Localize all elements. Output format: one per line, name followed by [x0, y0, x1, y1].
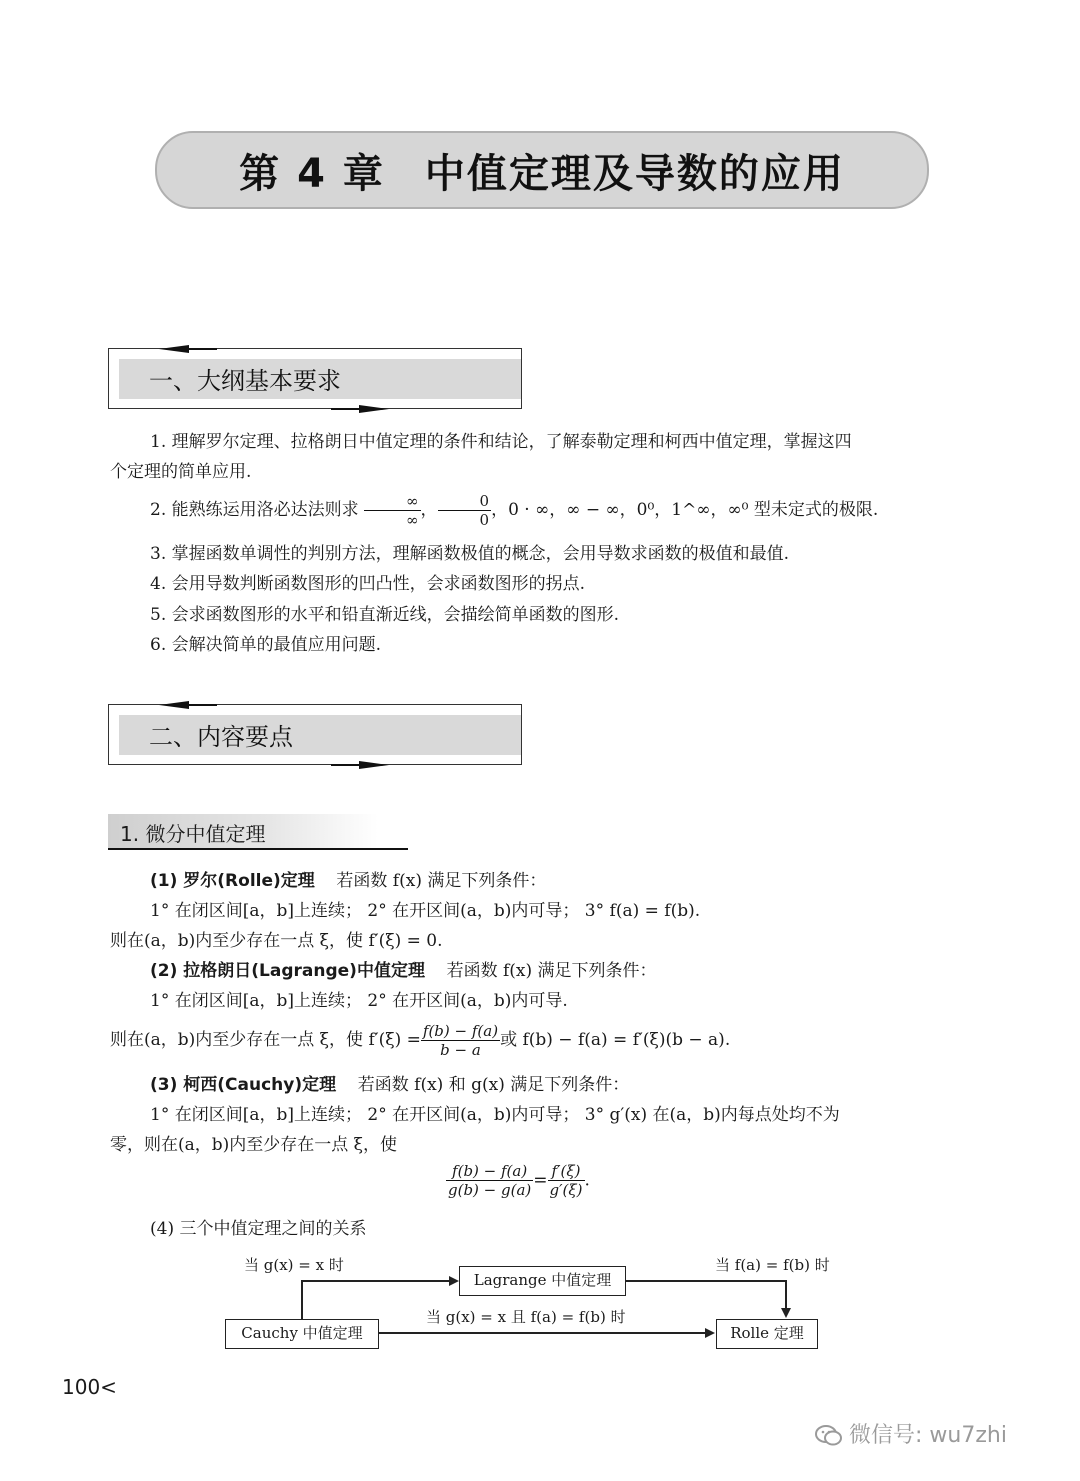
rolle-label: (1) 罗尔(Rolle)定理 [150, 871, 315, 891]
chapter-banner [155, 131, 929, 209]
rolle-box: Rolle 定理 [716, 1319, 818, 1349]
cond-left-label: 当 g(x) = x 时 [244, 1256, 344, 1274]
fraction-inf-inf [364, 492, 421, 529]
arrow-down-icon [781, 1308, 791, 1318]
frac-den: 0 [479, 511, 490, 529]
page-number: 100< [62, 1375, 117, 1399]
subheading [108, 814, 378, 848]
equals-sign: = [533, 1170, 548, 1191]
connector-line [301, 1280, 449, 1282]
arrow-line [187, 704, 217, 706]
lagrange-label: (2) 拉格朗日(Lagrange)中值定理 [150, 961, 425, 981]
cond-bottom-label: 当 g(x) = x 且 f(a) = f(b) 时 [426, 1308, 626, 1326]
section2-title: 二、内容要点 [149, 723, 293, 751]
lagrange-concl-post: 或 f(b) − f(a) = f′(ξ)(b − a). [500, 1030, 731, 1050]
cauchy-conditions-1: 1° 在闭区间[a，b]上连续； 2° 在开区间(a，b)内可导； 3° g′(x) 在(a，b)内每点处均不为 [150, 1105, 840, 1125]
rolle-statement [110, 866, 975, 896]
cauchy-fraction-right [548, 1162, 585, 1199]
frac-den: ∞ [406, 511, 419, 529]
section1-header [108, 348, 522, 409]
cauchy-statement [110, 1070, 975, 1100]
lagrange-fraction [421, 1022, 500, 1059]
arrow-right-icon [449, 1276, 459, 1286]
chapter-title [239, 142, 845, 199]
rolle-cond: 若函数 f(x) 满足下列条件： [336, 871, 547, 891]
frac-num: f(b) − f(a) [446, 1162, 533, 1181]
cauchy-label: (3) 柯西(Cauchy)定理 [150, 1075, 337, 1095]
wechat-icon [815, 1425, 843, 1447]
requirement-2-suffix: ，0 · ∞，∞ − ∞，0⁰，1^∞，∞⁰ 型未定式的极限. [491, 500, 879, 520]
frac-den: g′(ξ) [549, 1181, 583, 1199]
frac-num: f′(ξ) [548, 1162, 585, 1181]
connector-line [379, 1332, 705, 1334]
requirement-3: 3. 掌握函数单调性的判别方法，理解函数极值的概念，会用导数求函数的极值和最值. [150, 544, 790, 564]
arrow-line [187, 348, 217, 350]
requirement-1-line1: 1. 理解罗尔定理、拉格朗日中值定理的条件和结论，了解泰勒定理和柯西中值定理，掌握这四 [150, 432, 852, 452]
arrow-line [331, 764, 361, 766]
section1-title: 一、大纲基本要求 [149, 367, 341, 395]
cauchy-formula [446, 1162, 590, 1199]
arrow-left-icon [159, 701, 189, 709]
requirement-1 [110, 427, 975, 487]
arrow-right-icon [705, 1328, 715, 1338]
arrow-right-icon [359, 405, 389, 413]
watermark-text: 微信号: wu7zhi [849, 1423, 1007, 1448]
connector-line [626, 1280, 786, 1282]
lagrange-statement [110, 956, 975, 986]
arrow-left-icon [159, 345, 189, 353]
connector-line [785, 1280, 787, 1309]
cond-right-label: 当 f(a) = f(b) 时 [715, 1256, 830, 1274]
fraction-0-0 [438, 492, 492, 529]
arrow-line [331, 408, 361, 410]
rolle-conditions: 1° 在闭区间[a，b]上连续； 2° 在开区间(a，b)内可导； 3° f(a) = f(b). [150, 901, 701, 921]
cauchy-cond: 若函数 f(x) 和 g(x) 满足下列条件： [357, 1075, 630, 1095]
divider [109, 764, 521, 765]
requirement-6: 6. 会解决简单的最值应用问题. [150, 635, 382, 655]
period: . [584, 1170, 590, 1191]
frac-den: g(b) − g(a) [448, 1181, 532, 1199]
subheading-text: 1. 微分中值定理 [120, 822, 266, 846]
relation-label: (4) 三个中值定理之间的关系 [150, 1219, 367, 1239]
requirement-1-line2: 个定理的简单应用. [110, 462, 252, 482]
lagrange-conclusion [110, 1020, 975, 1060]
rolle-conclusion: 则在(a，b)内至少存在一点 ξ，使 f′(ξ) = 0. [110, 931, 443, 951]
subheading-underline [108, 848, 408, 850]
requirement-5: 5. 会求函数图形的水平和铅直渐近线，会描绘简单函数的图形. [150, 605, 620, 625]
chapter-name: 中值定理及导数的应用 [424, 150, 845, 197]
divider [109, 408, 521, 409]
frac-num: ∞ [364, 492, 421, 511]
lagrange-box: Lagrange 中值定理 [459, 1266, 626, 1296]
cauchy-fraction-left [446, 1162, 533, 1199]
cauchy-box: Cauchy 中值定理 [225, 1319, 379, 1349]
frac-den: b − a [440, 1041, 481, 1059]
connector-line [301, 1281, 303, 1319]
frac-num: 0 [438, 492, 492, 511]
arrow-right-icon [359, 761, 389, 769]
cauchy-conditions-2: 零，则在(a，b)内至少存在一点 ξ，使 [110, 1135, 398, 1155]
chapter-number: 第 4 章 [239, 150, 385, 197]
lagrange-conditions: 1° 在闭区间[a，b]上连续； 2° 在开区间(a，b)内可导. [150, 991, 568, 1011]
requirement-2-line: 2. 能熟练运用洛必达法则求 $\frac{\infty}{\infty}$ ， $\frac{0}{0}$ ，0 · ∞，∞ − ∞，0⁰，1^∞，∞⁰ 型未定式的极限. [150, 492, 879, 529]
requirement-2-prefix: 2. 能熟练运用洛必达法则求 [150, 500, 359, 520]
section2-header [108, 704, 522, 765]
requirement-4: 4. 会用导数判断函数图形的凹凸性，会求函数图形的拐点. [150, 574, 586, 594]
lagrange-concl-pre: 则在(a，b)内至少存在一点 ξ，使 f′(ξ) = [110, 1030, 421, 1050]
lagrange-cond: 若函数 f(x) 满足下列条件： [446, 961, 657, 981]
watermark [815, 1418, 1007, 1449]
requirement-2 [110, 490, 975, 530]
frac-num: f(b) − f(a) [422, 1022, 499, 1040]
